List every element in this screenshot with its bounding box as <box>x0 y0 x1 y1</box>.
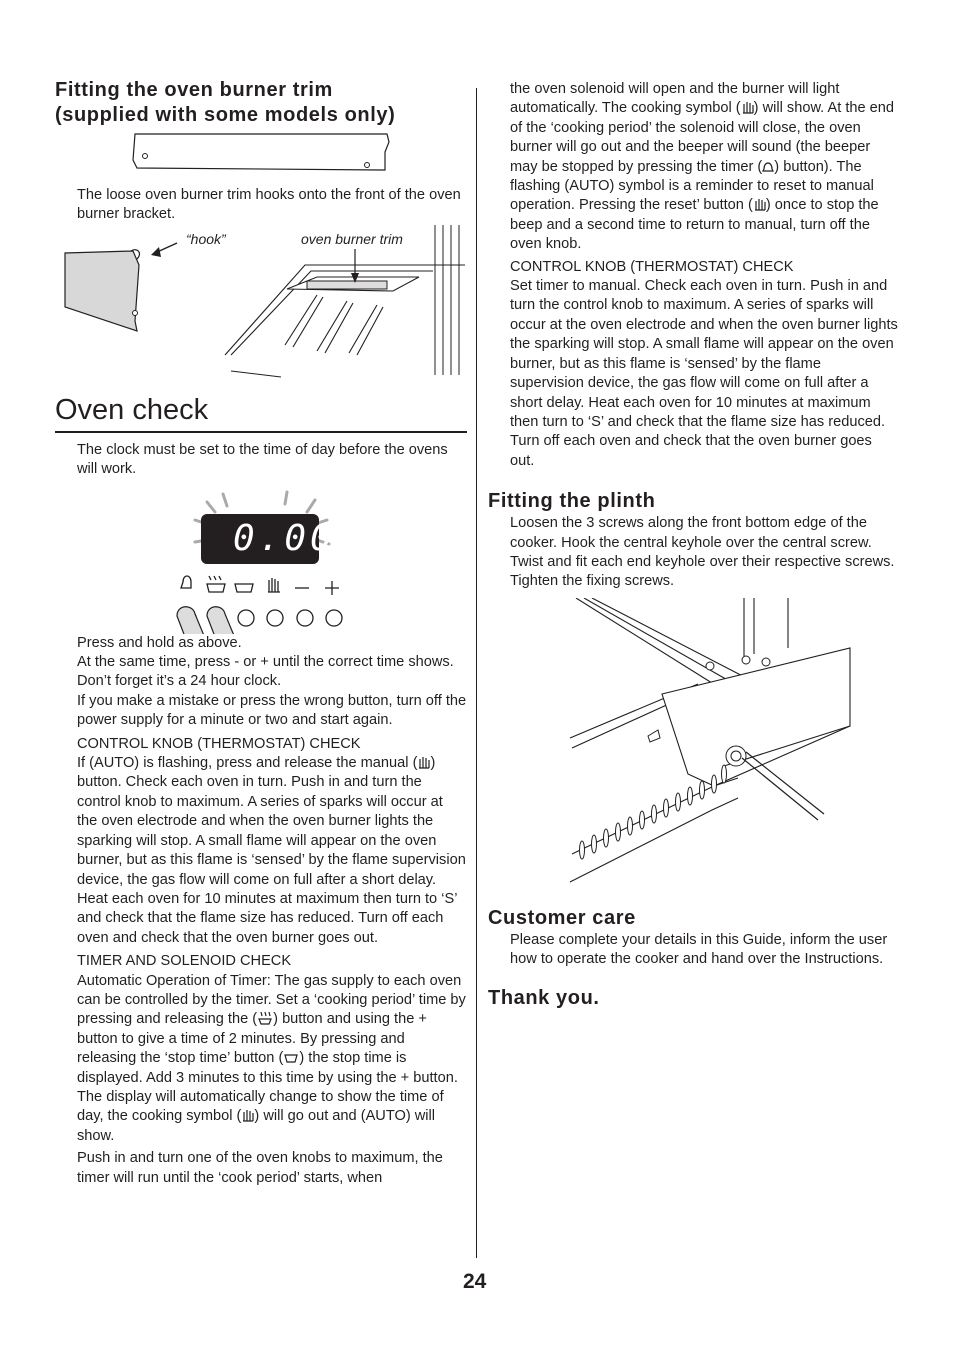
burner-trim-strip-figure <box>55 128 467 182</box>
oven-check-heading: Oven check <box>55 393 209 426</box>
timer-text-b: button and using the + button to give a time of 2 minutes. By pressing and releasing the ‘stop time’ button <box>77 1011 427 1067</box>
thank-you-heading: Thank you. <box>488 986 600 1009</box>
right-continued-text <box>488 80 898 255</box>
paren: ) <box>430 755 436 772</box>
para-press-hold: Press and hold as above. <box>77 634 242 651</box>
reset-hand-icon <box>753 197 766 211</box>
page-number: 24 <box>463 1270 487 1293</box>
trim-heading-line1: Fitting the oven burner trim <box>55 79 333 101</box>
right-knob-heading: CONTROL KNOB (THERMOSTAT) CHECK <box>510 258 794 275</box>
clock-figure <box>55 486 467 634</box>
timer-text-e: Push in and turn one of the oven knobs to maximum, the timer will run until the ‘cook period’ starts, when <box>77 1150 443 1186</box>
left-knob-text-a: If (AUTO) is flashing, press and release the manual <box>77 755 409 772</box>
trim-text: The loose oven burner trim hooks onto the front of the oven burner bracket. <box>77 187 461 223</box>
column-divider <box>476 88 477 1258</box>
paren: ( <box>757 158 763 175</box>
customer-care-text: Please complete your details in this Guide, inform the user how to operate the cooker and hand over the Instructions. <box>510 931 888 968</box>
left-knob-text <box>55 754 467 948</box>
right-cont-d: once to stop the beep and a second time to return to manual, turn off the oven knob. <box>510 197 879 253</box>
customer-care-heading: Customer care <box>488 906 636 929</box>
paren: ) <box>753 100 759 117</box>
manual-hand-icon <box>417 755 430 769</box>
paren: ( <box>747 197 753 214</box>
timer-text-d: will go out and (AUTO) will show. <box>77 1108 436 1144</box>
paren: ) <box>254 1108 260 1125</box>
left-column <box>55 78 467 1188</box>
clock-buttons <box>55 564 467 634</box>
para-24-hour: Don’t forget it’s a 24 hour clock. <box>77 673 282 690</box>
paren: ( <box>236 1108 242 1125</box>
stop-time-icon <box>283 1052 299 1064</box>
cooking-period-icon <box>257 1011 273 1025</box>
paren: ( <box>412 755 418 772</box>
timer-text <box>55 972 467 1147</box>
timer-text-c: the stop time is displayed. Add 3 minutes to this time by using the + button. The display will automatically change to show the time of day, the cooking symbol <box>77 1050 458 1125</box>
right-cont-b: will show. At the end of the ‘cooking period’ the solenoid will close, the oven burner will go out and the beeper will sound (the beeper may be stopped by pressing the timer <box>510 100 895 175</box>
hook-drawing <box>55 225 467 385</box>
right-knob-text: Set timer to manual. Check each oven in turn. Push in and turn the control knob to maximum. A series of sparks will occur at the oven electrode and when the oven burner lights the sparking will stop. A small flame will appear on the oven burner, but as this flame is ‘sensed’ by the flame supervision device, the gas flow will come on full after a short delay. Heat each oven for 10 minutes at maximum then turn to ‘S’ and check that the flame size has reduced. Turn off each oven and check that the oven burner goes out. <box>510 278 898 469</box>
paren: ( <box>252 1011 258 1028</box>
para-press-plus: At the same time, press - or + until the correct time shows. <box>77 654 454 671</box>
hook-label: “hook” <box>186 230 226 247</box>
right-column <box>488 80 898 1011</box>
trim-heading <box>55 78 467 128</box>
cooking-symbol-icon <box>241 1108 254 1122</box>
timer-heading: TIMER AND SOLENOID CHECK <box>77 953 292 970</box>
plinth-figure <box>488 598 898 892</box>
oven-burner-trim-label: oven burner trim <box>301 230 403 247</box>
paren: ) <box>765 197 771 214</box>
hook-figure <box>55 225 467 385</box>
timer-text-a: Automatic Operation of Timer: The gas supply to each oven can be controlled by the timer. Set a ‘cooking period’ time by pressing and releasing the <box>77 972 466 1028</box>
plinth-heading: Fitting the plinth <box>488 490 656 513</box>
paren: ( <box>278 1050 284 1067</box>
plinth-text: Loosen the 3 screws along the front bottom edge of the cooker. Hook the central keyhole over the central screw. Twist and fit each end keyhole over their respective screws. Tighten the fixing screws. <box>510 515 895 590</box>
oven-check-rule <box>55 431 467 433</box>
paren: ) <box>299 1050 305 1067</box>
left-knob-heading: CONTROL KNOB (THERMOSTAT) CHECK <box>77 735 361 752</box>
paren: ( <box>735 100 741 117</box>
para-mistake: If you make a mistake or press the wrong button, turn off the power supply for a minute or two and start again. <box>77 692 467 729</box>
paren: ) <box>273 1011 278 1028</box>
cooking-symbol-icon <box>741 100 754 114</box>
paren: ) <box>774 158 780 175</box>
clock-display-value: 0.00 <box>233 517 336 559</box>
trim-heading-line2: (supplied with some models only) <box>55 104 396 126</box>
timer-bell-icon <box>762 159 774 173</box>
right-cont-a: the oven solenoid will open and the burner will light automatically. The cooking symbol <box>510 81 840 117</box>
clock-intro: The clock must be set to the time of day before the ovens will work. <box>77 441 448 478</box>
left-knob-text-b: button. Check each oven in turn. Push in and turn the control knob to maximum. A series of sparks will occur at the oven electrode and when the oven burner lights the sparking will stop. A small flame will appear on the oven burner, but as this flame is ‘sensed’ by the flame supervision device, the gas flow will come on full after a short delay. Heat each oven for 10 minutes at maximum then turn to ‘S’ and check that the flame size has reduced. Turn off each oven and check that the oven burner goes out. <box>77 774 466 946</box>
right-cont-c: button). The flashing (AUTO) symbol is a reminder to reset to manual operation. Pressing the reset’ button <box>510 158 874 214</box>
